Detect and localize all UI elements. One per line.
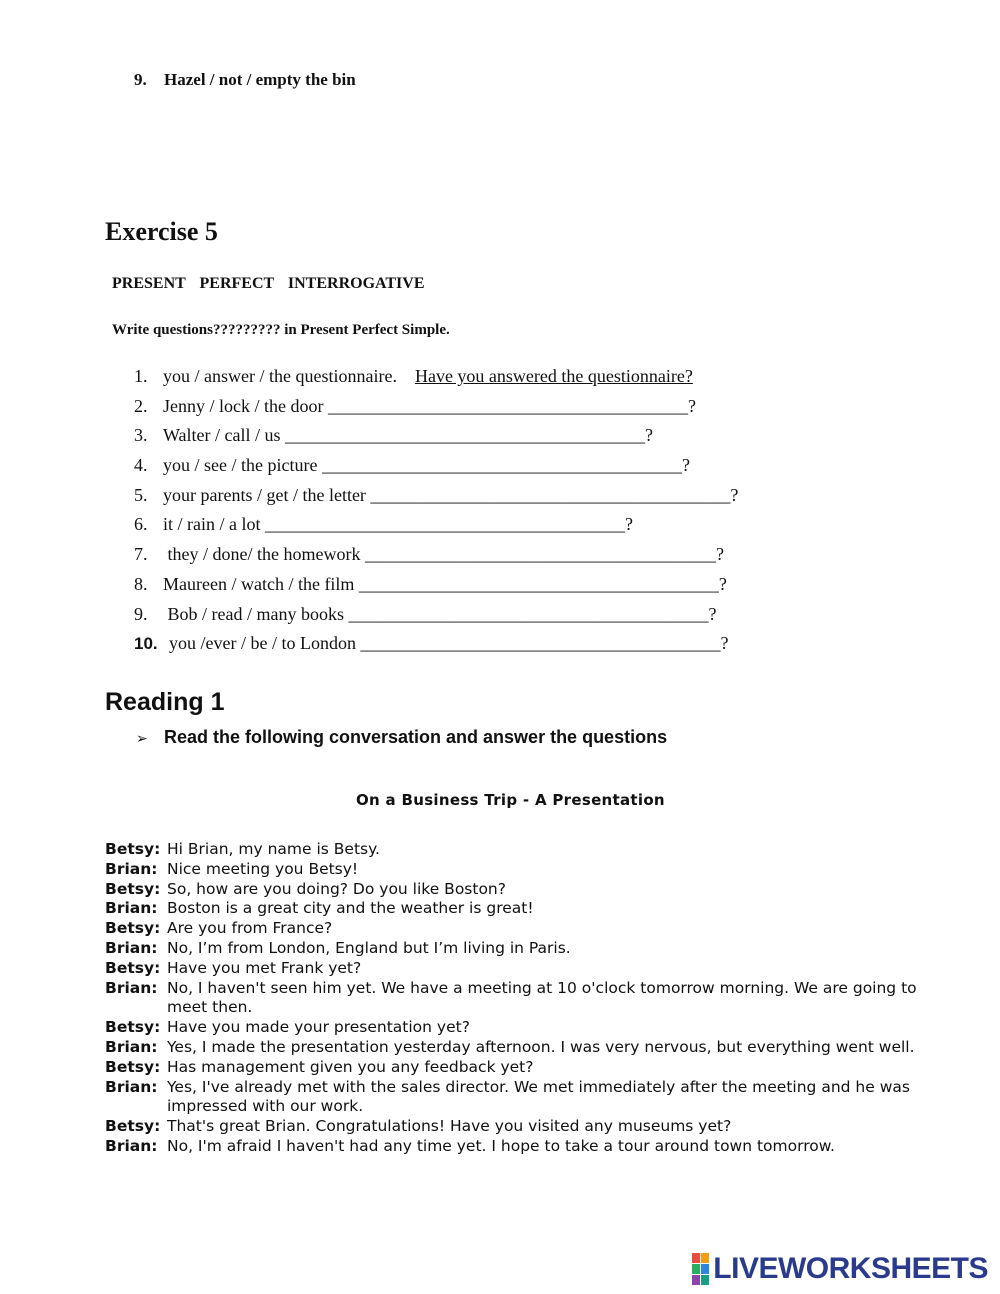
- speaker: Betsy:: [105, 840, 161, 858]
- speaker: Betsy:: [105, 1018, 161, 1037]
- question-item: [134, 393, 738, 423]
- dialogue-line: [105, 899, 945, 919]
- logo-square: [692, 1275, 700, 1285]
- dialogue-line: [105, 919, 945, 939]
- reading-instruction-text: Read the following conversation and answer the questions: [164, 727, 668, 747]
- dialogue-text: No, I'm afraid I haven't had any time yet. I hope to take a tour around town tomorrow.: [167, 1136, 835, 1155]
- question-number: 5.: [134, 484, 148, 505]
- dialogue-text: So, how are you doing? Do you like Boston?: [167, 879, 506, 898]
- question-prompt[interactable]: Bob / read / many books ________________________________________?: [163, 603, 717, 624]
- question-item: [134, 422, 738, 452]
- question-number: 3.: [134, 425, 148, 446]
- speaker: Betsy:: [105, 1057, 161, 1076]
- question-list: [134, 363, 738, 660]
- question-prompt: you / answer / the questionnaire.: [163, 366, 397, 386]
- dialogue-line: [105, 1038, 945, 1058]
- conversation-title: On a Business Trip - A Presentation: [356, 791, 665, 809]
- logo-square: [701, 1275, 709, 1285]
- exercise-title: Exercise 5: [105, 217, 218, 246]
- speaker: Betsy:: [105, 958, 161, 977]
- logo-square: [701, 1253, 709, 1263]
- speaker: Betsy:: [105, 879, 161, 898]
- question-prompt[interactable]: Jenny / lock / the door ________________________________________?: [163, 395, 696, 416]
- logo-square: [692, 1264, 700, 1274]
- reading-title: Reading 1: [105, 688, 225, 716]
- question-number: 2.: [134, 395, 148, 416]
- item-number: 9.: [134, 70, 147, 89]
- dialogue-text: Has management given you any feedback yet?: [167, 1057, 534, 1076]
- dialogue-text: No, I haven't seen him yet. We have a meeting at 10 o'clock tomorrow morning. We are going to meet then.: [167, 978, 917, 1017]
- dialogue-line: [105, 1137, 945, 1157]
- question-prompt[interactable]: you /ever / be / to London ________________________________________?: [169, 633, 729, 654]
- dialogue-text: Are you from France?: [167, 919, 333, 938]
- question-prompt[interactable]: your parents / get / the letter ________________________________________?: [163, 484, 739, 505]
- question-number: 9.: [134, 603, 148, 624]
- dialogue-line: [105, 979, 945, 1019]
- dialogue-line: [105, 860, 945, 880]
- question-prompt[interactable]: you / see / the picture ________________________________________?: [163, 455, 690, 476]
- dialogue-line: [105, 959, 945, 979]
- question-item: [134, 482, 738, 512]
- question-number: 8.: [134, 573, 148, 594]
- question-item: [134, 601, 738, 631]
- dialogue-text: Boston is a great city and the weather is great!: [167, 899, 534, 918]
- dialogue-line: [105, 1058, 945, 1078]
- dialogue-line: [105, 939, 945, 959]
- item-text: Hazel / not / empty the bin: [164, 70, 356, 89]
- speaker: Betsy:: [105, 1117, 161, 1136]
- question-number: 4.: [134, 455, 148, 476]
- previous-exercise-item: [134, 70, 356, 90]
- question-item: [134, 541, 738, 571]
- question-number: 7.: [134, 544, 148, 565]
- logo-square: [701, 1264, 709, 1274]
- dialogue-line: [105, 840, 945, 860]
- logo-square: [692, 1253, 700, 1263]
- speaker: Brian:: [105, 859, 158, 878]
- dialogue-line: [105, 1078, 945, 1118]
- exercise-instruction: Write questions????????? in Present Perfect Simple.: [112, 322, 450, 338]
- example-answer: Have you answered the questionnaire?: [414, 366, 693, 386]
- dialogue-text: Hi Brian, my name is Betsy.: [167, 840, 380, 858]
- question-prompt[interactable]: Walter / call / us ________________________________________?: [163, 425, 653, 446]
- speaker: Brian:: [105, 1037, 158, 1056]
- dialogue-text: That's great Brian. Congratulations! Have you visited any museums yet?: [167, 1117, 732, 1136]
- question-prompt[interactable]: Maureen / watch / the film ________________________________________?: [163, 573, 727, 594]
- question-prompt[interactable]: it / rain / a lot ________________________________________?: [163, 514, 633, 535]
- question-number: 10.: [134, 634, 158, 654]
- logo-mark-icon: [692, 1253, 709, 1285]
- speaker: Betsy:: [105, 919, 161, 938]
- dialogue-text: No, I’m from London, England but I’m living in Paris.: [167, 938, 571, 957]
- question-item: [134, 630, 738, 660]
- dialogue-line: [105, 1117, 945, 1137]
- dialogue-text: Yes, I made the presentation yesterday afternoon. I was very nervous, but everything went well.: [167, 1037, 915, 1056]
- dialogue-text: Nice meeting you Betsy!: [167, 859, 359, 878]
- question-number: 6.: [134, 514, 148, 535]
- speaker: Brian:: [105, 978, 158, 997]
- dialogue-text: Have you met Frank yet?: [167, 958, 362, 977]
- conversation: [105, 840, 945, 1157]
- dialogue-line: [105, 1018, 945, 1038]
- question-prompt[interactable]: they / done/ the homework _______________________________________?: [163, 544, 724, 565]
- reading-instruction: [136, 727, 667, 748]
- speaker: Brian:: [105, 899, 158, 918]
- dialogue-line: [105, 880, 945, 900]
- exercise-subtitle: PRESENT PERFECT INTERROGATIVE: [112, 275, 425, 292]
- question-item: [134, 452, 738, 482]
- speaker: Brian:: [105, 938, 158, 957]
- dialogue-text: Yes, I've already met with the sales director. We met immediately after the meeting and he was impressed with our work.: [167, 1077, 910, 1116]
- speaker: Brian:: [105, 1136, 158, 1155]
- question-item: [134, 363, 738, 393]
- logo-text: LIVEWORKSHEETS: [713, 1252, 988, 1285]
- arrow-bullet-icon: ➢: [136, 730, 148, 746]
- question-number: 1.: [134, 366, 148, 386]
- dialogue-text: Have you made your presentation yet?: [167, 1018, 470, 1037]
- speaker: Brian:: [105, 1077, 158, 1096]
- liveworksheets-logo[interactable]: [692, 1253, 988, 1285]
- question-item: [134, 571, 738, 601]
- question-item: [134, 511, 738, 541]
